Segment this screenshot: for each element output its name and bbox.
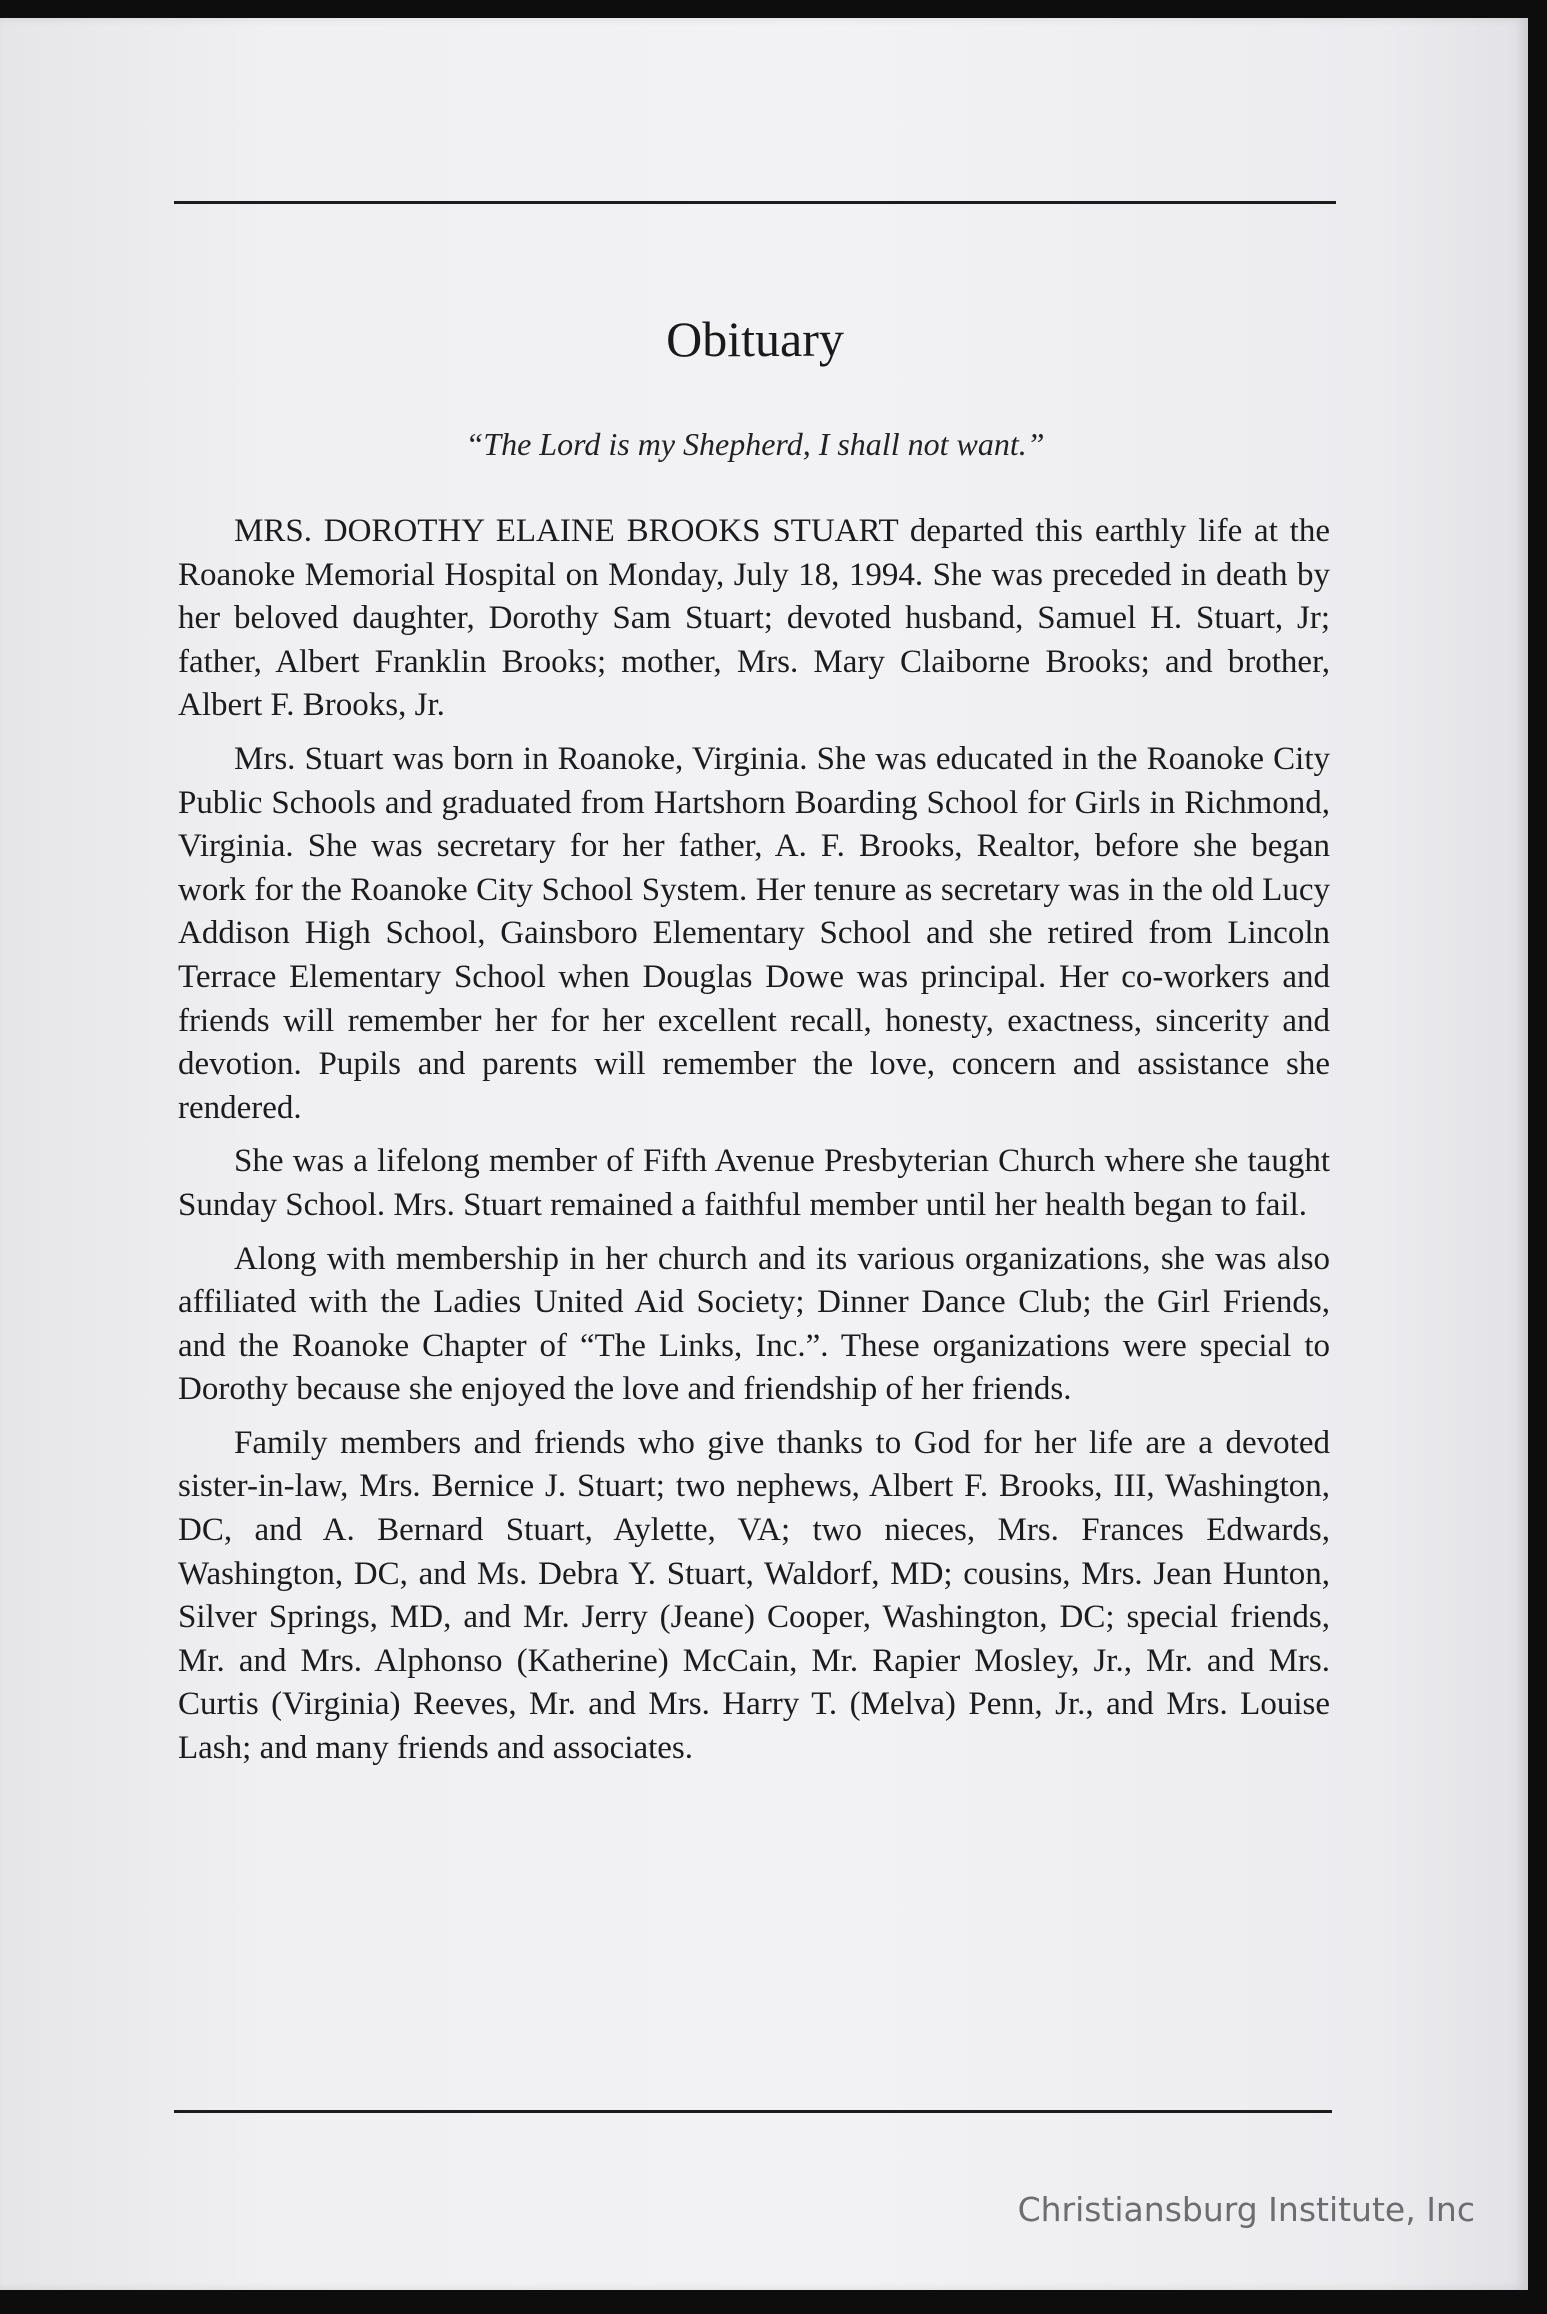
paragraph-church: She was a lifelong member of Fifth Avenue Presbyterian Church where she taught Sunday School. Mrs. Stuart remained a faithful member until her health began to fail. xyxy=(178,1143,1330,1223)
paragraph-death-notice: MRS. DOROTHY ELAINE BROOKS STUART departed this earthly life at the Roanoke Memorial Hospital on Monday, July 18, 1994. She was preceded in death by her beloved daughter, Dorothy Sam Stuart; devoted husband, Samuel H. Stuart, Jr; father, Albert Franklin Brooks; mother, Mrs. Mary Claiborne Brooks; and brother, Albert F. Brooks, Jr. xyxy=(178,513,1330,724)
watermark-text: Christiansburg Institute, Inc xyxy=(1017,2190,1475,2229)
paragraph-organizations: Along with membership in her church and its various organizations, she was also affiliated with the Ladies United Aid Society; Dinner Dance Club; the Girl Friends, and the Roanoke Chapter of “The Links, Inc.”. These organizations were special to Dorothy because she enjoyed the love and friendship of her friends. xyxy=(178,1240,1330,1408)
top-rule xyxy=(174,201,1336,204)
scripture-verse: “The Lord is my Shepherd, I shall not want.” xyxy=(465,426,1045,462)
paragraph-survivors: Family members and friends who give thanks to God for her life are a devoted sister-in-law, Mrs. Bernice J. Stuart; two nephews, Albert F. Brooks, III, Washington, DC, and A. Bernard Stuart, Aylette, VA; two nieces, Mrs. Frances Edwards, Washington, DC, and Ms. Debra Y. Stuart, Waldorf, MD; cousins, Mrs. Jean Hunton, Silver Springs, MD, and Mr. Jerry (Jeane) Cooper, Washington, DC; special friends, Mr. and Mrs. Alphonso (Katherine) McCain, Mr. Rapier Mosley, Jr., Mr. and Mrs. Curtis (Virginia) Reeves, Mr. and Mrs. Harry T. (Melva) Penn, Jr., and Mrs. Louise Lash; and many friends and associates. xyxy=(178,1424,1330,1767)
obituary-body xyxy=(178,510,1330,1781)
paragraph-biography: Mrs. Stuart was born in Roanoke, Virginia. She was educated in the Roanoke City Public Schools and graduated from Hartshorn Boarding School for Girls in Richmond, Virginia. She was secretary for her father, A. F. Brooks, Realtor, before she began work for the Roanoke City School System. Her tenure as secretary was in the old Lucy Addison High School, Gainsboro Elementary School and she retired from Lincoln Terrace Elementary School when Douglas Dowe was principal. Her co-workers and friends will remember her for her excellent recall, honesty, exactness, sincerity and devotion. Pupils and parents will remember the love, concern and assistance she rendered. xyxy=(178,740,1330,1126)
page-title: Obituary xyxy=(666,311,844,367)
document-page xyxy=(0,18,1528,2290)
bottom-rule xyxy=(174,2110,1332,2113)
